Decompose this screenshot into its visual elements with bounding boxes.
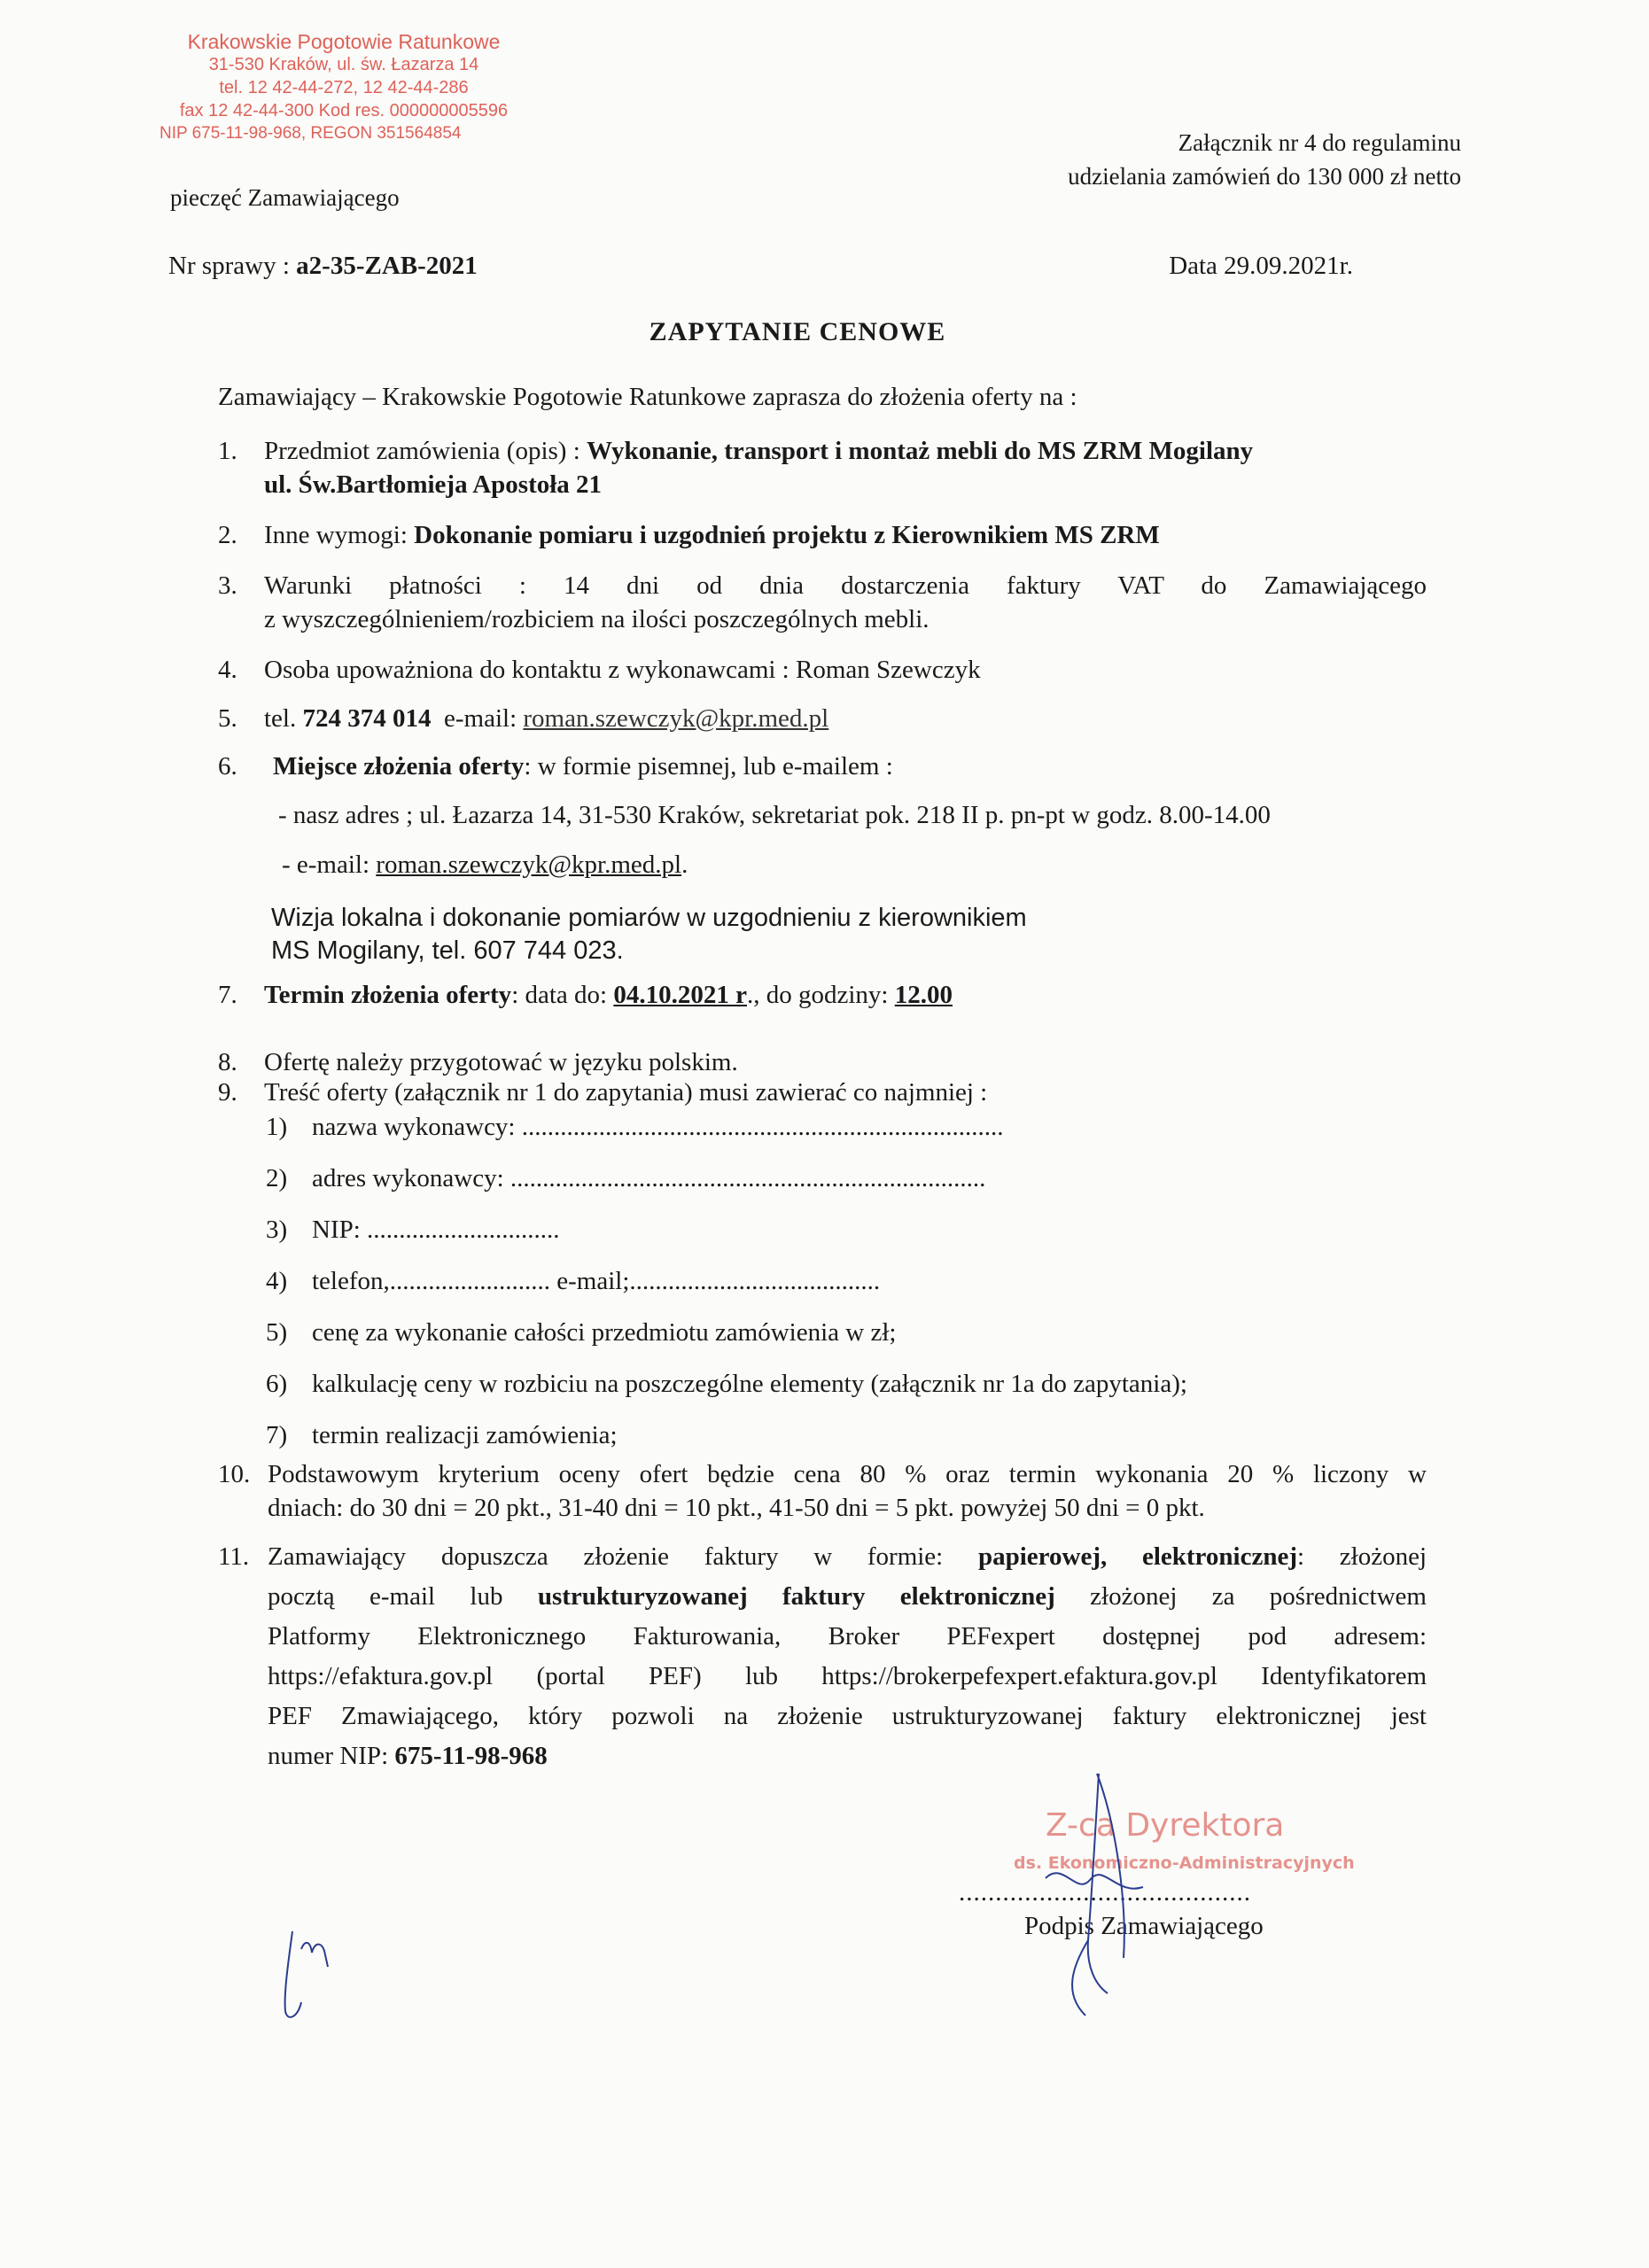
deadline-text: : data do: [511, 981, 614, 1009]
document-date: Data 29.09.2021r. [1169, 252, 1353, 280]
sub-number: 7) [266, 1421, 288, 1449]
sub-number: 2) [266, 1164, 288, 1192]
item-number: 10. [218, 1460, 251, 1488]
stamp-line: Krakowskie Pogotowie Ratunkowe [187, 30, 501, 53]
company-stamp [158, 30, 530, 145]
site-visit-note [271, 902, 1027, 967]
sub-text: cenę za wykonanie całości przedmiotu zamówienia w zł; [312, 1318, 897, 1347]
sub-text: adres wykonawcy: .......................................................................... [312, 1164, 986, 1192]
director-stamp-subtitle: ds. Ekonomiczno-Administracyjnych [1014, 1853, 1355, 1873]
invoice-text: : złożonej [1296, 1542, 1427, 1571]
language-note: Ofertę należy przygotować w języku polskim. [264, 1048, 738, 1076]
criteria-line: Podstawowym kryterium oceny ofert będzie cena 80 % oraz termin wykonania 20 % liczony w [268, 1460, 1427, 1488]
case-label: Nr sprawy : [168, 252, 297, 280]
other-requirements: Dokonanie pomiaru i uzgodnień projektu z Kierownikiem MS ZRM [414, 521, 1160, 549]
handwritten-signature [1010, 1763, 1161, 2020]
case-number: a2-35-ZAB-2021 [296, 252, 478, 280]
sub-text: termin realizacji zamówienia; [312, 1421, 618, 1449]
item-number: 5. [218, 704, 237, 733]
stamp-line: NIP 675-11-98-968, REGON 351564854 [159, 124, 462, 143]
sub-number: 5) [266, 1318, 288, 1347]
item-number: 11. [218, 1542, 250, 1571]
signature-dots: ........................................ [959, 1878, 1251, 1907]
stamp-line: fax 12 42-44-300 Kod res. 000000005596 [179, 101, 509, 120]
phone-label: tel. [264, 704, 303, 733]
offer-field [266, 1164, 985, 1193]
nip-number: 675-11-98-968 [394, 1742, 548, 1770]
offer-field [266, 1113, 1004, 1142]
invoice-line: https://efaktura.gov.pl (portal PEF) lub https://brokerpefexpert.efaktura.gov.pl Identyfikatorem [268, 1662, 1427, 1690]
stamp-line: 31-530 Kraków, ul. św. Łazarza 14 [208, 55, 479, 74]
deadline-text: ., do godziny: [746, 981, 895, 1009]
invoice-text: złożonej za pośrednictwem [1054, 1582, 1427, 1611]
sub-text: kalkulację ceny w rozbiciu na poszczególne elementy (załącznik nr 1a do zapytania); [312, 1370, 1187, 1398]
case-number-line [168, 252, 478, 281]
sub-number: 1) [266, 1113, 288, 1141]
handwritten-initials [266, 1922, 346, 2029]
invoice-bold: ustrukturyzowanej faktury elektronicznej [537, 1582, 1055, 1611]
offer-place-text: : w formie pisemnej, lub e-mailem : [524, 752, 893, 781]
invoice-line: Platformy Elektronicznego Fakturowania, Broker PEFexpert dostępnej pod adresem: [268, 1622, 1427, 1651]
order-address: ul. Św.Bartłomieja Apostoła 21 [264, 470, 603, 499]
offer-field [266, 1216, 560, 1245]
item-number: 2. [218, 521, 237, 549]
payment-terms-line: Warunki płatności : 14 dni od dnia dostarczenia faktury VAT do Zamawiającego [264, 571, 1427, 600]
offer-place-label: Miejsce złożenia oferty [273, 752, 525, 781]
intro-text: Zamawiający – Krakowskie Pogotowie Ratunkowe zaprasza do złożenia oferty na : [218, 383, 1077, 411]
invoice-bold: papierowej, elektronicznej [977, 1542, 1297, 1571]
director-stamp-title: Z-ca Dyrektora [1046, 1807, 1285, 1844]
offer-field [266, 1318, 896, 1348]
item-label: Przedmiot zamówienia (opis) : [264, 437, 587, 465]
sub-text: nazwa wykonawcy: ........................................................................... [312, 1113, 1004, 1141]
item-number: 9. [218, 1078, 237, 1107]
offer-field [266, 1370, 1187, 1399]
attachment-line: Załącznik nr 4 do regulaminu [1178, 129, 1461, 156]
email-label: e-mail: [431, 704, 524, 733]
criteria-line: dniach: do 30 dni = 20 pkt., 31-40 dni = 10 pkt., 41-50 dni = 5 pkt. powyżej 50 dni = 0 pkt. [268, 1494, 1205, 1522]
invoice-line [268, 1577, 1427, 1617]
invoice-line [268, 1736, 1427, 1776]
site-visit-line: MS Mogilany, tel. 607 744 023. [271, 936, 624, 965]
deadline-time: 12.00 [894, 981, 953, 1009]
document-title: ZAPYTANIE CENOWE [649, 317, 946, 346]
sub-text: NIP: .............................. [312, 1216, 560, 1244]
invoice-text: numer NIP: [268, 1742, 395, 1770]
item-number: 4. [218, 656, 237, 684]
offer-email-line [282, 850, 688, 880]
email-link[interactable]: roman.szewczyk@kpr.med.pl [376, 850, 682, 879]
item-number: 1. [218, 437, 237, 465]
deadline-date: 04.10.2021 r [613, 981, 747, 1009]
signature-caption: Podpis Zamawiającego [1024, 1912, 1264, 1940]
attachment-line: udzielania zamówień do 130 000 zł netto [1068, 163, 1461, 190]
email-label: - e-mail: [282, 850, 377, 879]
invoice-text: pocztą e-mail lub [268, 1582, 538, 1611]
email-end: . [681, 850, 688, 879]
order-subject: Wykonanie, transport i montaż mebli do MS ZRM Mogilany [587, 437, 1254, 465]
contact-person: Osoba upoważniona do kontaktu z wykonawcami : Roman Szewczyk [264, 656, 981, 684]
item-label: Inne wymogi: [264, 521, 415, 549]
email-link[interactable]: roman.szewczyk@kpr.med.pl [523, 704, 829, 733]
item-number: 8. [218, 1048, 237, 1076]
sub-number: 4) [266, 1267, 288, 1295]
item-number: 6. [218, 752, 237, 781]
offer-field [266, 1421, 618, 1450]
item-number: 3. [218, 571, 237, 600]
stamp-line: tel. 12 42-44-272, 12 42-44-286 [219, 78, 469, 97]
sub-number: 3) [266, 1216, 288, 1244]
stamp-caption: pieczęć Zamawiającego [170, 184, 400, 211]
invoice-line [268, 1537, 1427, 1577]
offer-content-intro: Treść oferty (załącznik nr 1 do zapytania) musi zawierać co najmniej : [264, 1078, 988, 1107]
deadline-label: Termin złożenia oferty [264, 981, 512, 1009]
payment-terms-line: z wyszczególnieniem/rozbiciem na ilości poszczególnych mebli. [264, 605, 930, 633]
invoice-text: Zamawiający dopuszcza złożenie faktury w formie: [268, 1542, 978, 1571]
invoice-line: PEF Zmawiającego, który pozwoli na złożenie ustrukturyzowanej faktury elektronicznej jest [268, 1702, 1427, 1730]
sub-text: telefon,......................... e-mail;....................................... [312, 1267, 881, 1295]
office-address: - nasz adres ; ul. Łazarza 14, 31-530 Kraków, sekretariat pok. 218 II p. pn-pt w godz. 8.00-14.00 [278, 801, 1271, 829]
sub-number: 6) [266, 1370, 288, 1398]
site-visit-line: Wizja lokalna i dokonanie pomiarów w uzgodnieniu z kierownikiem [271, 904, 1027, 932]
offer-field [266, 1267, 880, 1296]
item-number: 7. [218, 981, 237, 1009]
attachment-note [1068, 126, 1461, 193]
phone-number: 724 374 014 [302, 704, 432, 733]
